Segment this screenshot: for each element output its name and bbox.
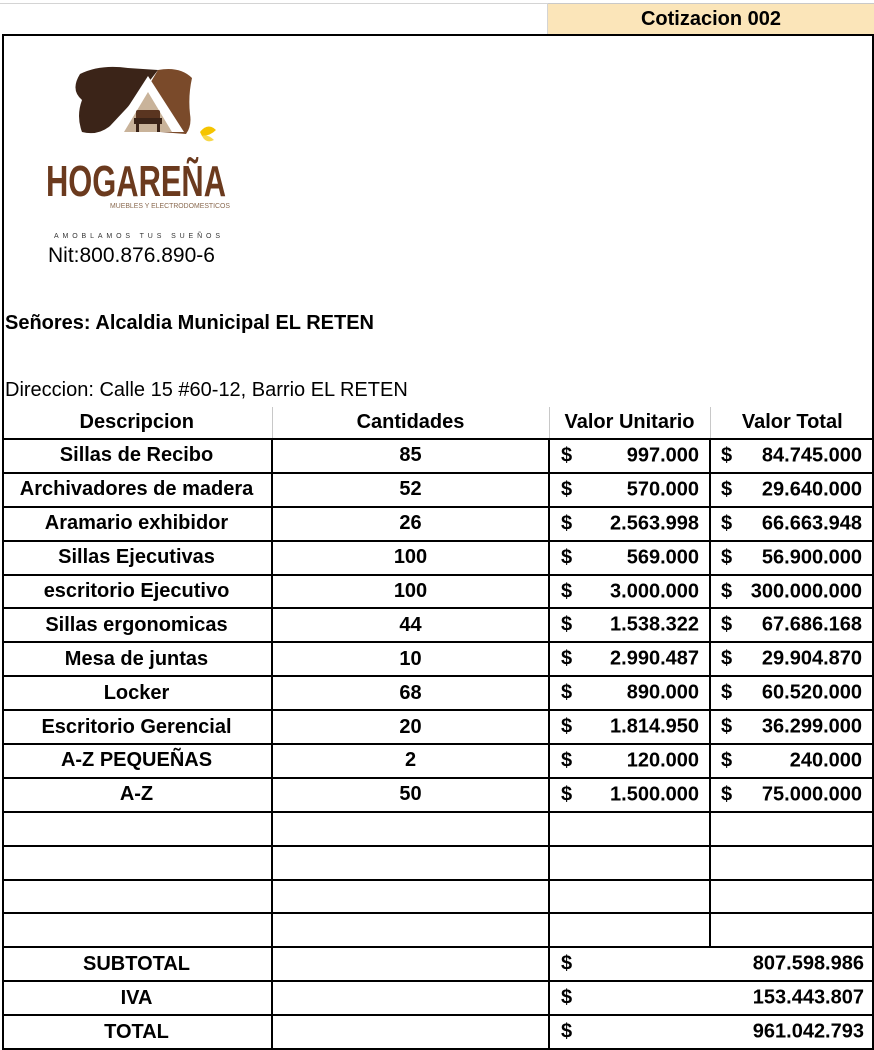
total-amount: 60.520.000 [761,681,862,704]
unit-amount: 890.000 [626,681,699,704]
currency-sign: $ [561,478,573,501]
company-nit: Nit:800.876.890-6 [48,244,215,267]
unit-amount: 3.000.000 [610,580,699,602]
currency-sign: $ [721,749,733,772]
currency-sign: $ [721,715,733,738]
table-header-row [2,407,874,439]
iva-label: IVA [2,981,272,1015]
currency-sign: $ [561,580,573,602]
item-unit-value [549,642,710,676]
item-description: A-Z PEQUEÑAS [2,744,272,778]
blank-cell [549,812,710,846]
currency-sign: $ [721,613,733,636]
currency-sign: $ [561,681,573,704]
blank-cell [2,913,272,947]
item-quantity: 100 [272,575,549,609]
currency-sign: $ [561,749,573,772]
unit-amount: 2.990.487 [610,647,699,670]
unit-amount: 569.000 [626,546,699,569]
total-label: TOTAL [2,1015,272,1049]
currency-sign: $ [561,952,573,975]
currency-sign: $ [561,783,573,806]
logo-tagline-text: AMOBLAMOS TUS SUEÑOS [54,233,221,240]
client-address: Direccion: Calle 15 #60-12, Barrio EL RETEN [5,379,408,401]
table-row [2,507,874,541]
total-amount: 240.000 [789,749,862,772]
total-amount: 67.686.168 [761,613,862,636]
iva-amount-cell [549,981,874,1015]
item-description: A-Z [2,778,272,812]
table-row-blank [2,913,874,947]
header-valor-unitario: Valor Unitario [549,407,710,439]
total-amount: 29.640.000 [761,478,862,501]
table-row [2,575,874,609]
subtotal-amount-cell [549,947,874,981]
item-description: Locker [2,676,272,710]
item-description: Archivadores de madera [2,473,272,507]
currency-sign: $ [721,478,733,501]
item-total-value [710,710,874,744]
total-row [2,1015,874,1049]
total-empty-cell [272,1015,549,1049]
currency-sign: $ [561,715,573,738]
total-amount-cell [549,1015,874,1049]
item-unit-value [549,507,710,541]
total-amount: 56.900.000 [761,546,862,569]
subtotal-row [2,947,874,981]
blank-cell [272,880,549,914]
total-amount: 66.663.948 [761,512,862,535]
item-description: escritorio Ejecutivo [2,575,272,609]
item-total-value [710,541,874,575]
item-quantity: 100 [272,541,549,575]
quote-number-title: Cotizacion 002 [548,3,874,34]
item-unit-value [549,608,710,642]
item-unit-value [549,541,710,575]
table-row [2,541,874,575]
table-row [2,778,874,812]
item-description: Mesa de juntas [2,642,272,676]
currency-sign: $ [561,512,573,535]
unit-amount: 2.563.998 [610,512,699,535]
currency-sign: $ [561,647,573,670]
table-row [2,608,874,642]
header-cantidades: Cantidades [272,407,549,439]
subtotal-label: SUBTOTAL [2,947,272,981]
blank-cell [710,880,874,914]
item-quantity: 68 [272,676,549,710]
item-description: Sillas ergonomicas [2,608,272,642]
iva-row [2,981,874,1015]
currency-sign: $ [561,546,573,569]
item-quantity: 44 [272,608,549,642]
item-quantity: 26 [272,507,549,541]
currency-sign: $ [721,444,733,467]
currency-sign: $ [721,681,733,704]
item-quantity: 85 [272,439,549,473]
blank-cell [272,812,549,846]
item-unit-value [549,744,710,778]
blank-cell [710,913,874,947]
item-total-value [710,575,874,609]
blank-cell [2,880,272,914]
item-description: Sillas Ejecutivas [2,541,272,575]
item-description: Aramario exhibidor [2,507,272,541]
item-total-value [710,642,874,676]
table-row [2,439,874,473]
item-quantity: 50 [272,778,549,812]
unit-amount: 1.814.950 [610,715,699,738]
item-unit-value [549,676,710,710]
item-unit-value [549,778,710,812]
item-quantity: 10 [272,642,549,676]
item-unit-value [549,439,710,473]
table-row [2,676,874,710]
currency-sign: $ [721,647,733,670]
blank-cell [549,846,710,880]
total-amount: 75.000.000 [761,783,862,806]
header-valor-total: Valor Total [710,407,874,439]
subtotal-empty-cell [272,947,549,981]
item-total-value [710,473,874,507]
item-total-value [710,778,874,812]
currency-sign: $ [721,783,733,806]
item-description: Escritorio Gerencial [2,710,272,744]
logo-brand-text: HOGARE [46,157,240,206]
item-total-value [710,507,874,541]
currency-sign: $ [721,512,733,535]
client-recipient: Señores: Alcaldia Municipal EL RETEN [5,312,374,334]
header-empty-cell [0,3,548,34]
blank-cell [2,846,272,880]
total-amount: 961.042.793 [752,1020,864,1043]
currency-sign: $ [561,986,573,1009]
company-logo [40,56,250,246]
total-amount: 29.904.870 [761,647,862,670]
item-unit-value [549,710,710,744]
iva-empty-cell [272,981,549,1015]
header-descripcion: Descripcion [2,407,272,439]
unit-amount: 570.000 [626,478,699,501]
iva-amount: 153.443.807 [752,986,864,1009]
currency-sign: $ [561,613,573,636]
currency-sign: $ [721,546,733,569]
item-unit-value [549,575,710,609]
table-row-blank [2,846,874,880]
item-unit-value [549,473,710,507]
blank-cell [2,812,272,846]
blank-cell [549,913,710,947]
logo-subtitle-text: MUEBLES Y ELECTRODOMESTICOS [110,203,231,210]
item-quantity: 2 [272,744,549,778]
blank-cell [272,846,549,880]
table-row [2,642,874,676]
subtotal-amount: 807.598.986 [752,952,864,975]
blank-cell [272,913,549,947]
item-total-value [710,744,874,778]
blank-cell [710,812,874,846]
item-quantity: 20 [272,710,549,744]
unit-amount: 997.000 [626,444,699,467]
table-row [2,744,874,778]
total-amount: 300.000.000 [750,580,862,602]
total-amount: 84.745.000 [761,444,862,467]
item-total-value [710,676,874,710]
currency-sign: $ [561,1020,573,1043]
table-row-blank [2,880,874,914]
quote-items-table [2,407,874,1050]
table-row [2,473,874,507]
unit-amount: 1.538.322 [610,613,699,636]
currency-sign: $ [561,444,573,467]
logo-graphic [40,56,250,246]
total-amount: 36.299.000 [761,715,862,738]
item-total-value [710,608,874,642]
table-row-blank [2,812,874,846]
blank-cell [549,880,710,914]
unit-amount: 120.000 [626,749,699,772]
item-total-value [710,439,874,473]
blank-cell [710,846,874,880]
table-row [2,710,874,744]
item-quantity: 52 [272,473,549,507]
item-description: Sillas de Recibo [2,439,272,473]
currency-sign: $ [721,580,733,602]
unit-amount: 1.500.000 [610,783,699,806]
